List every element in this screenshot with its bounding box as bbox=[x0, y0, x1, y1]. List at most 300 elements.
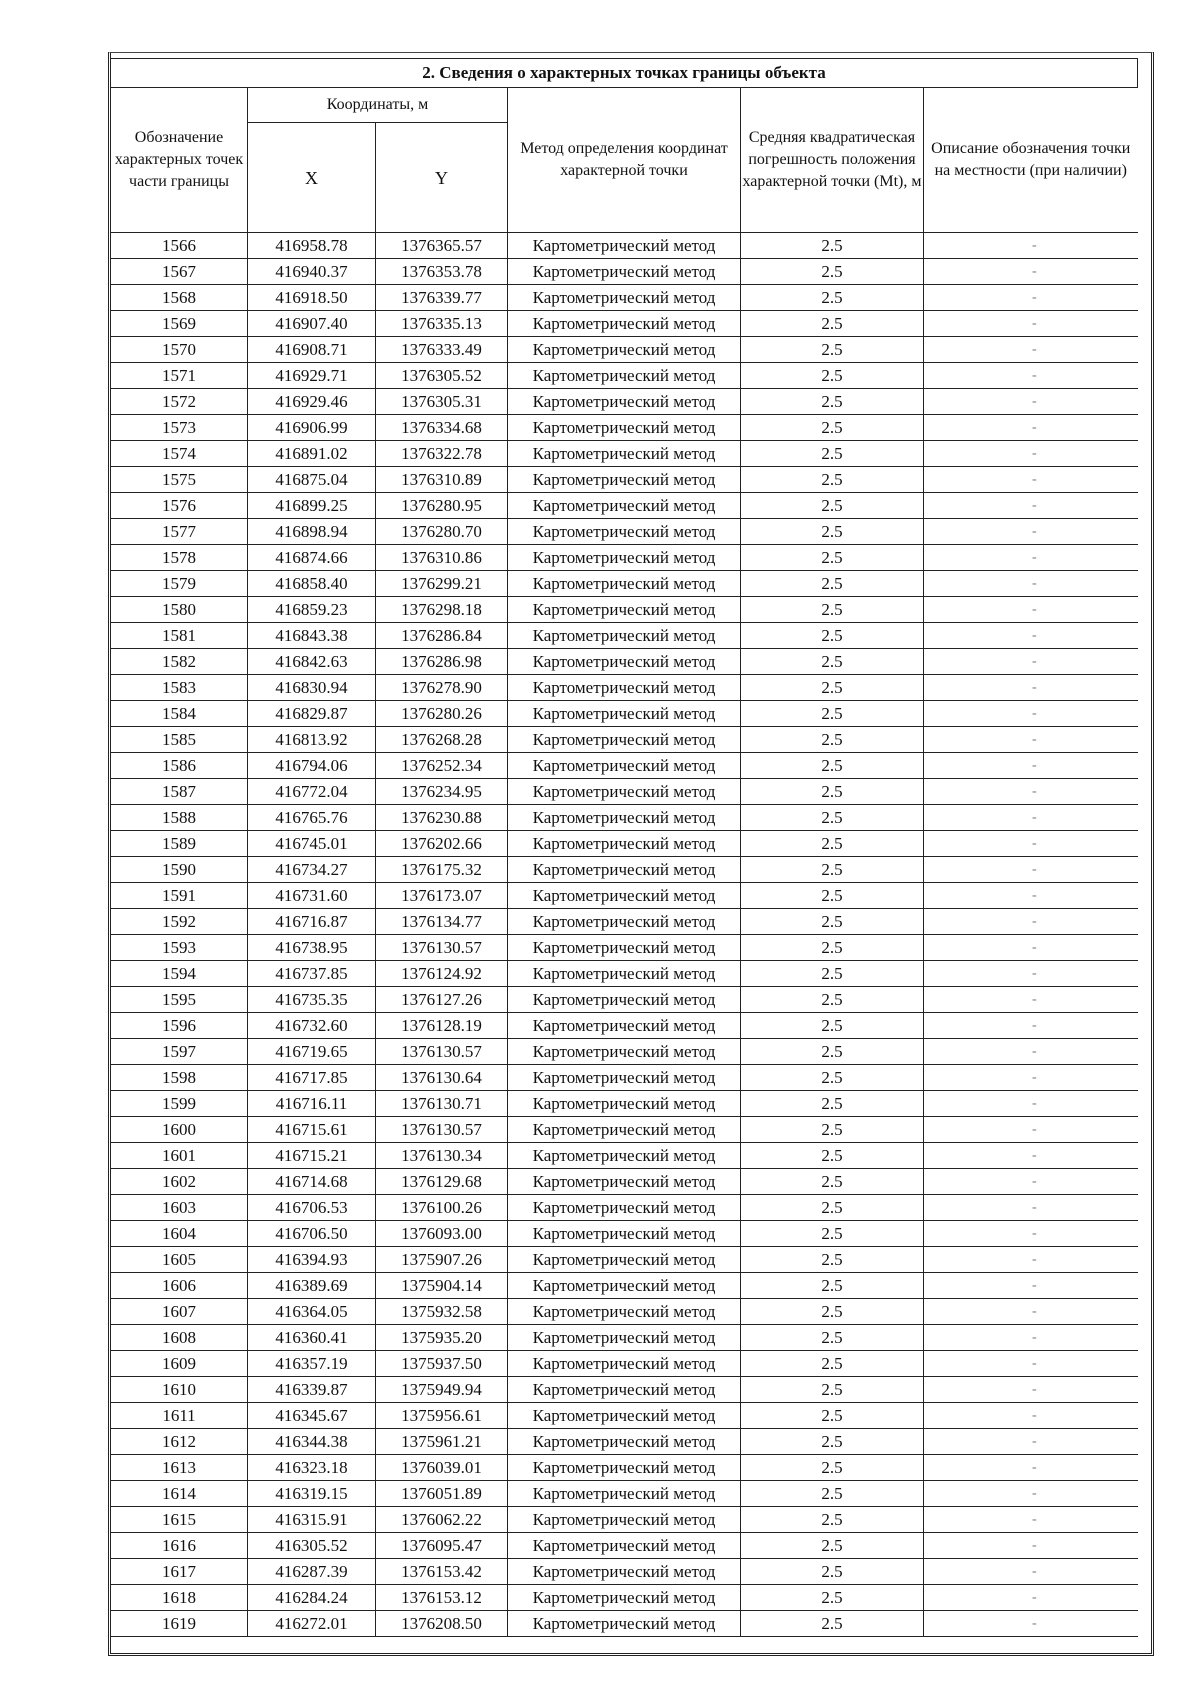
cell-coord-y: 1376298.18 bbox=[376, 597, 508, 623]
table-row bbox=[111, 1221, 1138, 1247]
cell-description: - bbox=[924, 363, 1138, 389]
cell-error: 2.5 bbox=[741, 1013, 924, 1039]
table-row bbox=[111, 649, 1138, 675]
cell-coord-x: 416339.87 bbox=[248, 1377, 376, 1403]
cell-error: 2.5 bbox=[741, 1559, 924, 1585]
cell-method: Картометрический метод bbox=[508, 1299, 741, 1325]
cell-method: Картометрический метод bbox=[508, 597, 741, 623]
cell-coord-y: 1375956.61 bbox=[376, 1403, 508, 1429]
cell-method: Картометрический метод bbox=[508, 1091, 741, 1117]
cell-method: Картометрический метод bbox=[508, 1611, 741, 1637]
cell-coord-x: 416323.18 bbox=[248, 1455, 376, 1481]
cell-point-id: 1581 bbox=[111, 623, 248, 649]
cell-coord-x: 416891.02 bbox=[248, 441, 376, 467]
cell-point-id: 1611 bbox=[111, 1403, 248, 1429]
cell-error: 2.5 bbox=[741, 753, 924, 779]
cell-error: 2.5 bbox=[741, 259, 924, 285]
cell-description: - bbox=[924, 1039, 1138, 1065]
cell-coord-x: 416287.39 bbox=[248, 1559, 376, 1585]
cell-coord-x: 416364.05 bbox=[248, 1299, 376, 1325]
cell-coord-x: 416918.50 bbox=[248, 285, 376, 311]
cell-point-id: 1610 bbox=[111, 1377, 248, 1403]
cell-point-id: 1577 bbox=[111, 519, 248, 545]
cell-coord-y: 1376134.77 bbox=[376, 909, 508, 935]
table-row bbox=[111, 389, 1138, 415]
table-row bbox=[111, 1195, 1138, 1221]
cell-point-id: 1604 bbox=[111, 1221, 248, 1247]
table-row bbox=[111, 1429, 1138, 1455]
cell-coord-x: 416830.94 bbox=[248, 675, 376, 701]
cell-method: Картометрический метод bbox=[508, 805, 741, 831]
cell-point-id: 1609 bbox=[111, 1351, 248, 1377]
cell-coord-x: 416929.71 bbox=[248, 363, 376, 389]
cell-coord-y: 1376130.64 bbox=[376, 1065, 508, 1091]
cell-error: 2.5 bbox=[741, 441, 924, 467]
cell-error: 2.5 bbox=[741, 1377, 924, 1403]
header-coords: Координаты, м bbox=[248, 88, 508, 123]
cell-description: - bbox=[924, 1585, 1138, 1611]
cell-method: Картометрический метод bbox=[508, 311, 741, 337]
header-method: Метод определения координат характерной точки bbox=[508, 88, 741, 233]
cell-point-id: 1586 bbox=[111, 753, 248, 779]
cell-error: 2.5 bbox=[741, 493, 924, 519]
cell-point-id: 1598 bbox=[111, 1065, 248, 1091]
cell-point-id: 1619 bbox=[111, 1611, 248, 1637]
cell-description: - bbox=[924, 415, 1138, 441]
cell-point-id: 1617 bbox=[111, 1559, 248, 1585]
cell-error: 2.5 bbox=[741, 1351, 924, 1377]
table-row bbox=[111, 493, 1138, 519]
table-row bbox=[111, 805, 1138, 831]
cell-coord-y: 1376100.26 bbox=[376, 1195, 508, 1221]
cell-method: Картометрический метод bbox=[508, 1455, 741, 1481]
cell-description: - bbox=[924, 597, 1138, 623]
cell-error: 2.5 bbox=[741, 675, 924, 701]
cell-point-id: 1612 bbox=[111, 1429, 248, 1455]
cell-error: 2.5 bbox=[741, 909, 924, 935]
cell-coord-y: 1376280.70 bbox=[376, 519, 508, 545]
cell-point-id: 1567 bbox=[111, 259, 248, 285]
cell-coord-y: 1376130.57 bbox=[376, 1117, 508, 1143]
cell-point-id: 1592 bbox=[111, 909, 248, 935]
cell-coord-x: 416284.24 bbox=[248, 1585, 376, 1611]
table-row bbox=[111, 1247, 1138, 1273]
cell-error: 2.5 bbox=[741, 727, 924, 753]
cell-description: - bbox=[924, 1351, 1138, 1377]
cell-point-id: 1584 bbox=[111, 701, 248, 727]
cell-coord-y: 1376130.57 bbox=[376, 935, 508, 961]
table-row bbox=[111, 883, 1138, 909]
cell-coord-x: 416706.50 bbox=[248, 1221, 376, 1247]
cell-method: Картометрический метод bbox=[508, 753, 741, 779]
cell-coord-y: 1376278.90 bbox=[376, 675, 508, 701]
cell-point-id: 1585 bbox=[111, 727, 248, 753]
cell-coord-x: 416715.21 bbox=[248, 1143, 376, 1169]
cell-coord-y: 1376322.78 bbox=[376, 441, 508, 467]
table-row bbox=[111, 935, 1138, 961]
cell-point-id: 1597 bbox=[111, 1039, 248, 1065]
cell-method: Картометрический метод bbox=[508, 1039, 741, 1065]
cell-coord-y: 1376305.52 bbox=[376, 363, 508, 389]
cell-error: 2.5 bbox=[741, 1247, 924, 1273]
cell-coord-x: 416813.92 bbox=[248, 727, 376, 753]
table-row bbox=[111, 1273, 1138, 1299]
cell-error: 2.5 bbox=[741, 1455, 924, 1481]
cell-description: - bbox=[924, 1195, 1138, 1221]
cell-coord-x: 416859.23 bbox=[248, 597, 376, 623]
cell-method: Картометрический метод bbox=[508, 467, 741, 493]
cell-method: Картометрический метод bbox=[508, 1195, 741, 1221]
cell-coord-y: 1376286.98 bbox=[376, 649, 508, 675]
cell-coord-x: 416714.68 bbox=[248, 1169, 376, 1195]
cell-description: - bbox=[924, 779, 1138, 805]
table-row bbox=[111, 701, 1138, 727]
cell-method: Картометрический метод bbox=[508, 259, 741, 285]
cell-description: - bbox=[924, 1455, 1138, 1481]
cell-point-id: 1578 bbox=[111, 545, 248, 571]
cell-coord-y: 1376335.13 bbox=[376, 311, 508, 337]
table-row bbox=[111, 1299, 1138, 1325]
cell-point-id: 1616 bbox=[111, 1533, 248, 1559]
cell-point-id: 1600 bbox=[111, 1117, 248, 1143]
cell-method: Картометрический метод bbox=[508, 1221, 741, 1247]
cell-method: Картометрический метод bbox=[508, 1481, 741, 1507]
cell-error: 2.5 bbox=[741, 1481, 924, 1507]
cell-method: Картометрический метод bbox=[508, 961, 741, 987]
cell-point-id: 1595 bbox=[111, 987, 248, 1013]
cell-coord-x: 416735.35 bbox=[248, 987, 376, 1013]
cell-description: - bbox=[924, 1533, 1138, 1559]
cell-coord-y: 1376153.12 bbox=[376, 1585, 508, 1611]
cell-error: 2.5 bbox=[741, 337, 924, 363]
cell-coord-x: 416940.37 bbox=[248, 259, 376, 285]
cell-coord-y: 1376130.71 bbox=[376, 1091, 508, 1117]
cell-description: - bbox=[924, 1117, 1138, 1143]
cell-point-id: 1615 bbox=[111, 1507, 248, 1533]
cell-method: Картометрический метод bbox=[508, 519, 741, 545]
table-row bbox=[111, 1325, 1138, 1351]
cell-point-id: 1605 bbox=[111, 1247, 248, 1273]
table-row bbox=[111, 233, 1138, 259]
table-row bbox=[111, 311, 1138, 337]
cell-description: - bbox=[924, 1091, 1138, 1117]
cell-description: - bbox=[924, 233, 1138, 259]
cell-error: 2.5 bbox=[741, 389, 924, 415]
cell-error: 2.5 bbox=[741, 233, 924, 259]
cell-point-id: 1583 bbox=[111, 675, 248, 701]
cell-method: Картометрический метод bbox=[508, 935, 741, 961]
cell-coord-y: 1376039.01 bbox=[376, 1455, 508, 1481]
table-row bbox=[111, 1559, 1138, 1585]
table-row bbox=[111, 545, 1138, 571]
table-row bbox=[111, 857, 1138, 883]
cell-point-id: 1570 bbox=[111, 337, 248, 363]
cell-description: - bbox=[924, 1143, 1138, 1169]
cell-method: Картометрический метод bbox=[508, 233, 741, 259]
cell-error: 2.5 bbox=[741, 519, 924, 545]
cell-error: 2.5 bbox=[741, 1611, 924, 1637]
cell-error: 2.5 bbox=[741, 1117, 924, 1143]
cell-method: Картометрический метод bbox=[508, 909, 741, 935]
cell-error: 2.5 bbox=[741, 1039, 924, 1065]
cell-method: Картометрический метод bbox=[508, 1507, 741, 1533]
cell-point-id: 1588 bbox=[111, 805, 248, 831]
cell-method: Картометрический метод bbox=[508, 831, 741, 857]
cell-error: 2.5 bbox=[741, 363, 924, 389]
table-row bbox=[111, 337, 1138, 363]
table-row bbox=[111, 467, 1138, 493]
cell-coord-y: 1375961.21 bbox=[376, 1429, 508, 1455]
cell-coord-y: 1376234.95 bbox=[376, 779, 508, 805]
cell-description: - bbox=[924, 1247, 1138, 1273]
cell-point-id: 1587 bbox=[111, 779, 248, 805]
cell-point-id: 1602 bbox=[111, 1169, 248, 1195]
cell-coord-x: 416345.67 bbox=[248, 1403, 376, 1429]
cell-coord-x: 416794.06 bbox=[248, 753, 376, 779]
cell-description: - bbox=[924, 285, 1138, 311]
table-row bbox=[111, 831, 1138, 857]
cell-coord-x: 416958.78 bbox=[248, 233, 376, 259]
cell-method: Картометрический метод bbox=[508, 987, 741, 1013]
cell-description: - bbox=[924, 311, 1138, 337]
table-row bbox=[111, 441, 1138, 467]
cell-coord-x: 416731.60 bbox=[248, 883, 376, 909]
cell-coord-x: 416898.94 bbox=[248, 519, 376, 545]
cell-description: - bbox=[924, 1481, 1138, 1507]
cell-coord-y: 1376129.68 bbox=[376, 1169, 508, 1195]
cell-point-id: 1601 bbox=[111, 1143, 248, 1169]
cell-error: 2.5 bbox=[741, 415, 924, 441]
cell-error: 2.5 bbox=[741, 805, 924, 831]
cell-coord-y: 1376310.89 bbox=[376, 467, 508, 493]
cell-point-id: 1579 bbox=[111, 571, 248, 597]
cell-method: Картометрический метод bbox=[508, 389, 741, 415]
cell-coord-y: 1376310.86 bbox=[376, 545, 508, 571]
cell-description: - bbox=[924, 701, 1138, 727]
cell-coord-y: 1375937.50 bbox=[376, 1351, 508, 1377]
cell-coord-y: 1375904.14 bbox=[376, 1273, 508, 1299]
cell-error: 2.5 bbox=[741, 883, 924, 909]
cell-description: - bbox=[924, 1559, 1138, 1585]
cell-description: - bbox=[924, 571, 1138, 597]
cell-method: Картометрический метод bbox=[508, 1065, 741, 1091]
cell-error: 2.5 bbox=[741, 857, 924, 883]
cell-method: Картометрический метод bbox=[508, 571, 741, 597]
cell-coord-x: 416874.66 bbox=[248, 545, 376, 571]
cell-description: - bbox=[924, 1507, 1138, 1533]
cell-coord-x: 416344.38 bbox=[248, 1429, 376, 1455]
cell-description: - bbox=[924, 1065, 1138, 1091]
cell-method: Картометрический метод bbox=[508, 883, 741, 909]
cell-method: Картометрический метод bbox=[508, 675, 741, 701]
cell-coord-x: 416389.69 bbox=[248, 1273, 376, 1299]
cell-coord-x: 416717.85 bbox=[248, 1065, 376, 1091]
cell-method: Картометрический метод bbox=[508, 1429, 741, 1455]
cell-error: 2.5 bbox=[741, 1221, 924, 1247]
table-row bbox=[111, 1533, 1138, 1559]
cell-coord-y: 1376305.31 bbox=[376, 389, 508, 415]
cell-coord-x: 416843.38 bbox=[248, 623, 376, 649]
cell-coord-x: 416842.63 bbox=[248, 649, 376, 675]
cell-coord-x: 416394.93 bbox=[248, 1247, 376, 1273]
cell-coord-x: 416765.76 bbox=[248, 805, 376, 831]
header-y: Y bbox=[376, 123, 508, 233]
cell-description: - bbox=[924, 467, 1138, 493]
cell-coord-y: 1376280.26 bbox=[376, 701, 508, 727]
cell-error: 2.5 bbox=[741, 1273, 924, 1299]
table-row bbox=[111, 363, 1138, 389]
cell-method: Картометрический метод bbox=[508, 545, 741, 571]
cell-method: Картометрический метод bbox=[508, 415, 741, 441]
cell-method: Картометрический метод bbox=[508, 1533, 741, 1559]
header-x: X bbox=[248, 123, 376, 233]
cell-method: Картометрический метод bbox=[508, 1247, 741, 1273]
table-row bbox=[111, 1585, 1138, 1611]
cell-method: Картометрический метод bbox=[508, 1013, 741, 1039]
cell-method: Картометрический метод bbox=[508, 701, 741, 727]
cell-coord-x: 416715.61 bbox=[248, 1117, 376, 1143]
cell-error: 2.5 bbox=[741, 311, 924, 337]
cell-coord-y: 1375935.20 bbox=[376, 1325, 508, 1351]
cell-coord-x: 416716.87 bbox=[248, 909, 376, 935]
cell-point-id: 1568 bbox=[111, 285, 248, 311]
cell-method: Картометрический метод bbox=[508, 285, 741, 311]
table-row bbox=[111, 1013, 1138, 1039]
cell-error: 2.5 bbox=[741, 961, 924, 987]
cell-description: - bbox=[924, 909, 1138, 935]
cell-coord-x: 416906.99 bbox=[248, 415, 376, 441]
cell-coord-y: 1376093.00 bbox=[376, 1221, 508, 1247]
cell-coord-x: 416716.11 bbox=[248, 1091, 376, 1117]
table-row bbox=[111, 623, 1138, 649]
cell-error: 2.5 bbox=[741, 1143, 924, 1169]
cell-description: - bbox=[924, 753, 1138, 779]
cell-coord-y: 1376280.95 bbox=[376, 493, 508, 519]
cell-description: - bbox=[924, 493, 1138, 519]
cell-point-id: 1603 bbox=[111, 1195, 248, 1221]
table-row bbox=[111, 987, 1138, 1013]
cell-error: 2.5 bbox=[741, 571, 924, 597]
cell-coord-x: 416929.46 bbox=[248, 389, 376, 415]
table-row bbox=[111, 259, 1138, 285]
cell-coord-x: 416737.85 bbox=[248, 961, 376, 987]
cell-error: 2.5 bbox=[741, 467, 924, 493]
table-row bbox=[111, 1507, 1138, 1533]
cell-point-id: 1591 bbox=[111, 883, 248, 909]
cell-error: 2.5 bbox=[741, 285, 924, 311]
table-row bbox=[111, 727, 1138, 753]
cell-method: Картометрический метод bbox=[508, 363, 741, 389]
cell-error: 2.5 bbox=[741, 597, 924, 623]
cell-description: - bbox=[924, 649, 1138, 675]
cell-description: - bbox=[924, 545, 1138, 571]
cell-description: - bbox=[924, 1273, 1138, 1299]
cell-description: - bbox=[924, 805, 1138, 831]
cell-point-id: 1575 bbox=[111, 467, 248, 493]
cell-error: 2.5 bbox=[741, 1585, 924, 1611]
table-row bbox=[111, 571, 1138, 597]
cell-coord-x: 416858.40 bbox=[248, 571, 376, 597]
cell-error: 2.5 bbox=[741, 1195, 924, 1221]
table-row bbox=[111, 1143, 1138, 1169]
cell-point-id: 1576 bbox=[111, 493, 248, 519]
cell-description: - bbox=[924, 1325, 1138, 1351]
cell-point-id: 1566 bbox=[111, 233, 248, 259]
cell-point-id: 1618 bbox=[111, 1585, 248, 1611]
cell-description: - bbox=[924, 623, 1138, 649]
table-row bbox=[111, 1169, 1138, 1195]
table-row bbox=[111, 519, 1138, 545]
cell-description: - bbox=[924, 1169, 1138, 1195]
cell-method: Картометрический метод bbox=[508, 1377, 741, 1403]
cell-coord-y: 1376339.77 bbox=[376, 285, 508, 311]
cell-method: Картометрический метод bbox=[508, 1169, 741, 1195]
cell-coord-y: 1375907.26 bbox=[376, 1247, 508, 1273]
cell-error: 2.5 bbox=[741, 1403, 924, 1429]
cell-error: 2.5 bbox=[741, 1169, 924, 1195]
cell-coord-x: 416745.01 bbox=[248, 831, 376, 857]
cell-coord-y: 1376062.22 bbox=[376, 1507, 508, 1533]
cell-method: Картометрический метод bbox=[508, 1403, 741, 1429]
cell-method: Картометрический метод bbox=[508, 623, 741, 649]
cell-coord-y: 1376130.57 bbox=[376, 1039, 508, 1065]
cell-method: Картометрический метод bbox=[508, 1117, 741, 1143]
cell-coord-y: 1376299.21 bbox=[376, 571, 508, 597]
cell-point-id: 1596 bbox=[111, 1013, 248, 1039]
cell-error: 2.5 bbox=[741, 935, 924, 961]
cell-point-id: 1606 bbox=[111, 1273, 248, 1299]
cell-coord-x: 416732.60 bbox=[248, 1013, 376, 1039]
cell-description: - bbox=[924, 961, 1138, 987]
table-row bbox=[111, 753, 1138, 779]
cell-method: Картометрический метод bbox=[508, 1273, 741, 1299]
cell-description: - bbox=[924, 1299, 1138, 1325]
header-description: Описание обозначения точки на местности (при наличии) bbox=[924, 88, 1138, 233]
cell-description: - bbox=[924, 389, 1138, 415]
table-row bbox=[111, 285, 1138, 311]
cell-point-id: 1607 bbox=[111, 1299, 248, 1325]
cell-description: - bbox=[924, 831, 1138, 857]
table-row bbox=[111, 1403, 1138, 1429]
table-row bbox=[111, 1455, 1138, 1481]
cell-coord-x: 416738.95 bbox=[248, 935, 376, 961]
cell-coord-y: 1376208.50 bbox=[376, 1611, 508, 1637]
cell-error: 2.5 bbox=[741, 1429, 924, 1455]
cell-coord-x: 416907.40 bbox=[248, 311, 376, 337]
cell-coord-x: 416357.19 bbox=[248, 1351, 376, 1377]
cell-description: - bbox=[924, 441, 1138, 467]
cell-coord-y: 1376124.92 bbox=[376, 961, 508, 987]
cell-coord-y: 1376130.34 bbox=[376, 1143, 508, 1169]
cell-description: - bbox=[924, 1013, 1138, 1039]
cell-coord-y: 1376334.68 bbox=[376, 415, 508, 441]
cell-coord-y: 1376333.49 bbox=[376, 337, 508, 363]
cell-point-id: 1599 bbox=[111, 1091, 248, 1117]
cell-method: Картометрический метод bbox=[508, 1559, 741, 1585]
cell-coord-x: 416899.25 bbox=[248, 493, 376, 519]
table-row bbox=[111, 1117, 1138, 1143]
table-row bbox=[111, 675, 1138, 701]
cell-error: 2.5 bbox=[741, 649, 924, 675]
cell-coord-x: 416360.41 bbox=[248, 1325, 376, 1351]
cell-error: 2.5 bbox=[741, 545, 924, 571]
cell-coord-x: 416875.04 bbox=[248, 467, 376, 493]
cell-coord-y: 1376127.26 bbox=[376, 987, 508, 1013]
cell-error: 2.5 bbox=[741, 779, 924, 805]
cell-coord-x: 416908.71 bbox=[248, 337, 376, 363]
cell-description: - bbox=[924, 883, 1138, 909]
cell-method: Картометрический метод bbox=[508, 493, 741, 519]
